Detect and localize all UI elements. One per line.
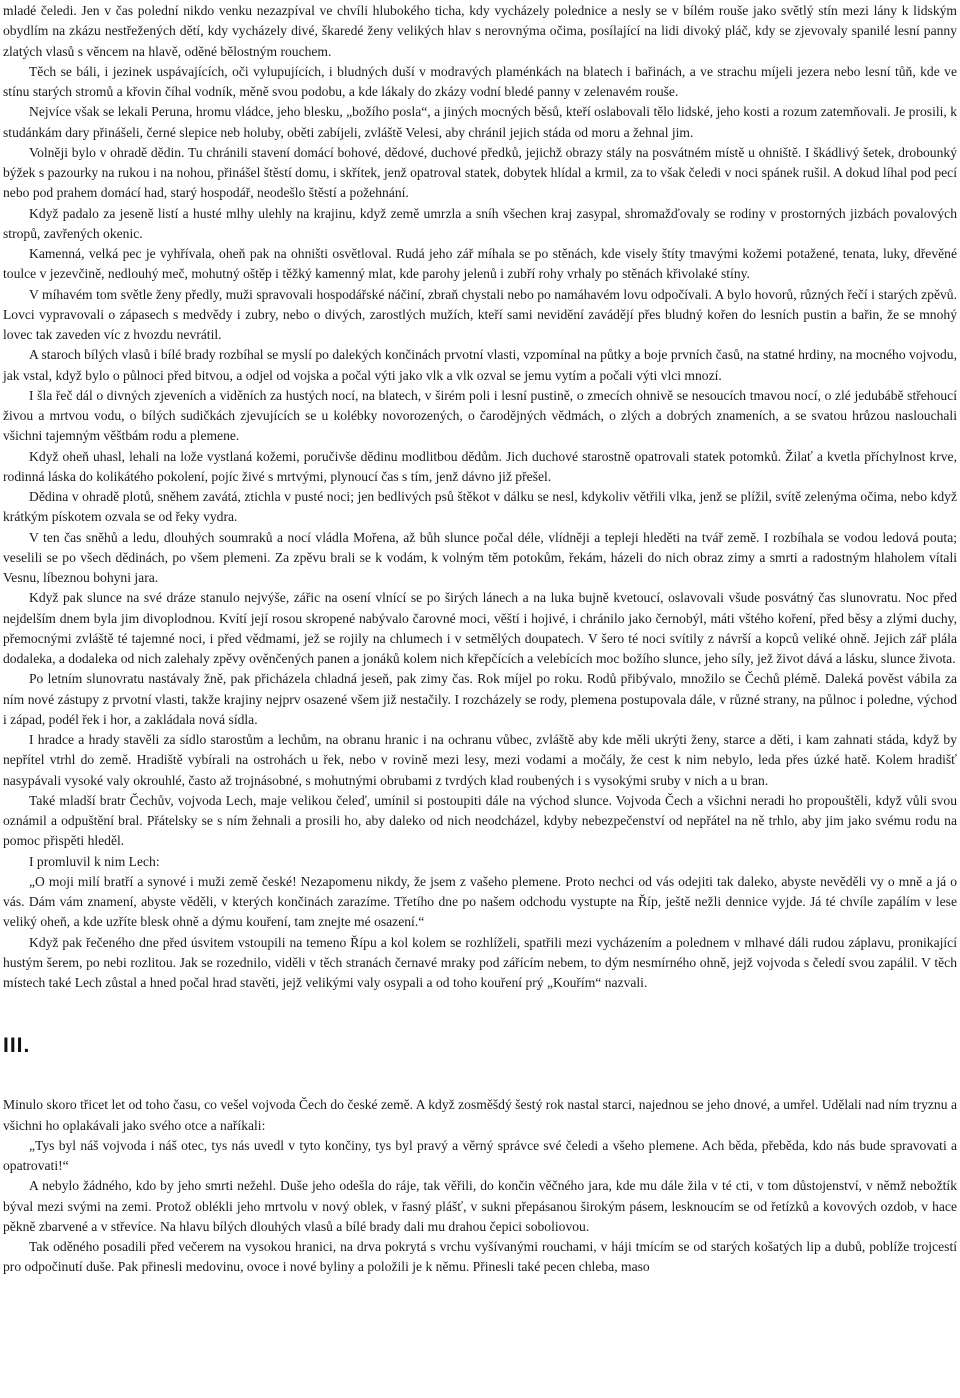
paragraph: I hradce a hrady stavěli za sídlo starostům a lechům, na obranu hranic i na ochranu vůbec, zvláště aby kde měli ukrýti ženy, starce a děti, i kam zahnati stáda, když by nepřítel vtrhl do země. Hradiště vybírali na ostrohách u řek, nebo v rovině mezi lesy, mezi vodami a močály, že cest k nim nebylo, leda přes úzké hatě. Kolem hradišť nasypávali vysoké valy okrouhlé, často až trojnásobné, s mohutnými obrubami z tvrdých klad roubených i s vysokými sruby v nich a u bran. xyxy=(3,732,957,788)
paragraph: I šla řeč dál o divných zjeveních a viděních za hustých nocí, na blatech, v širém poli i lesní pustině, o zmecích ohnivě se nesoucích tmavou nocí, o zlé jedubábě střehoucí živou a mrtvou vodu, o bílých sudičkách zjevujících se u kolébky novorozených, o čarodějných vědmách, o zlých a dobrých znameních, a se svatou hrůzou naslouchali všichni tajemným věštbám rodu a plemene. xyxy=(3,387,957,444)
paragraph: Volněji bylo v ohradě dědin. Tu chránili stavení domácí bohové, dědové, duchové předků, jejichž obrazy stály na posvátném místě u ohniště. I škádlivý šetek, drobounký býžek s pazourky na rukou i na nohou, přinášel štěstí domu, i skřítek, jenž opatroval statek, dobytek hlídal a krmil, za to však čeledi v noci spánek rušil. A dokud líhal pod pecí nebo pod prahem domácí had, starý hospodář, neodešlo štěstí a požehnání. xyxy=(3,144,957,201)
paragraph: Minulo skoro třicet let od toho času, co vešel vojvoda Čech do české země. A když zosměšdý šestý rok nastal starci, najednou se jeho dnové, a umřel. Udělali nad ním tryznu a všichni ho oplakávali jako svého otce a naříkali: xyxy=(3,1097,957,1133)
document-page xyxy=(3,1,957,1278)
quote-paragraph: „O moji milí bratří a synové i muži země české! Nezapomenu nikdy, že jsem z vašeho plemene. Proto nechci od vás odejiti tak daleko, abyste nevěděli vy o mně a já o vás. Dám vám znamení, abyste věděli, v kterých končinách zarazíme. Třetího dne po našem odchodu vystupte na Říp, ještě nežli dennice vyjde. Já té chvíle zapálím v lese veliký oheň, a kde uzříte blesk ohně a dýmu kouření, tam znejte mé osazení.“ xyxy=(3,873,957,930)
chapter-heading: III. xyxy=(3,1034,31,1058)
paragraph: Dědina v ohradě plotů, sněhem zavátá, ztichla v pusté noci; jen bedlivých psů štěkot v dálku se nesl, kdykoliv větřili vlka, jenž se plížil, svítě zelenýma očima, nebo když krátkým pískotem ozvala se od řeky vydra. xyxy=(3,489,957,525)
paragraph: Tak oděného posadili před večerem na vysokou hranici, na drva pokrytá s vrchu vyšívanými rouchami, v háji tmícím se od starých košatých lip a dubů, poblíže trojcestí pro odpočinutí duše. Pak přinesli medovinu, ovoce i nové byliny a položili je k němu. Přinesli také pecen chleba, maso xyxy=(3,1239,957,1275)
paragraph: Když pak slunce na své dráze stanulo nejvýše, zářic na osení vlnící se po širých lánech a na luka bujně kvetoucí, oslavovali všude posvátný čas slunovratu. Noc před nejdelším dnem byla jim divoplodnou. Kvítí její rosou skropené nabývalo čarovné moci, věští i hojivé, i chránilo jako černobýl, máti vštého koření, před běsy a zlými duchy, přemocnými zvláště té tajemné noci, i před vědmami, jež se rojily na chlumech i v setmělých doupatech. V šero té noci svítily z návrší a kopců veliké ohně. Jejich zář plála dodaleka, a dodaleka od nich zalehaly zpěvy ověnčených panen a jonáků kolem nich křepčících a velebících moc božího slunce, jeho síly, jež život dává a lásku, slunce života. xyxy=(3,590,957,666)
paragraph: Když pak řečeného dne před úsvitem vstoupili na temeno Řípu a kol kolem se rozhlíželi, spatřili mezi vycházením a polednem v mlhavé dáli rudou záplavu, pronikající hustým šerem, po nebi rozlitou. Jak se rozednilo, viděli v těch stranách černavé mraky pod zářícím nebem, to dým nesmírného ohně, jejž vojvoda s čeledí svou zapálil. V těch místech také Lech zůstal a hned počal hrad stavěti, jejž velikými valy osypali a od toho kouření prý „Kouřím“ nazvali. xyxy=(3,934,957,990)
paragraph: I promluvil k nim Lech: xyxy=(29,853,160,869)
paragraph: Těch se báli, i jezinek uspávajících, oči vylupujících, i bludných duší v modravých plaménkách na blatech i bařinách, a ve strachu míjeli jezera nebo lesní tůň, kde ve stínu starých stromů a křovin číhal vodník, měně svou podobu, a kde lákaly do zkázy vodní bledé panny v zelenavém rouše. xyxy=(3,63,957,99)
paragraph: Kamenná, velká pec je vyhřívala, oheň pak na ohništi osvětloval. Rudá jeho zář míhala se po stěnách, kde visely štíty tmavými kožemi potažené, tenata, luky, dřevěné toulce v jezevčině, nedlouhý meč, mohutný oštěp i těžký kamenný mlat, kde parohy jelenů i zubří rohy vrhaly po stěnách křivolaké stíny. xyxy=(3,246,957,282)
chapter-ii-text xyxy=(3,1,957,993)
paragraph: Po letním slunovratu nastávaly žně, pak přicházela chladná jeseň, pak zimy čas. Rok míjel po roku. Rodů přibývalo, množilo se Čechů plémě. Daleká pověst vábila za ním nové zástupy z prvotní vlasti, takže krajiny nejprv osazené všem již nestačily. I rozcházely se rody, plemena postupovala dále, v různé strany, na půlnoc i poledne, východ i západ, podél řek i hor, a zakládala nová sídla. xyxy=(3,671,957,727)
paragraph: Nejvíce však se lekali Peruna, hromu vládce, jeho blesku, „božího posla“, a jiných mocných běsů, kteří oslabovali tělo lidské, jeho kosti a rozum zatemňovali. Je prosili, k studánkám dary přinášeli, černé slepice neb holuby, oběti zabíjeli, zvláště Velesi, aby chránil jejich stáda od moru a žehnal jim. xyxy=(3,104,957,140)
paragraph: Když oheň uhasl, lehali na lože vystlaná kožemi, poručivše dědinu modlitbou dědům. Jich duchové starostně opatrovali statek potomků. Žilať a kvetla příchylnost krve, rodinná láska do kolikátého pokolení, pojíc živé s mrtvými, plynoucí čas s tím, jenž dávno již přešel. xyxy=(3,448,957,484)
paragraph: A staroch bílých vlasů i bílé brady rozbíhal se myslí po dalekých končinách prvotní vlasti, vzpomínal na půtky a boje prvních časů, na statné hrdiny, na mocného vojvodu, jak vstal, když bylo o půlnoci před bitvou, a odjel od vojska a počal výti jako vlk a vlk ozval se jemu vytím a počali výti vlci mnozí. xyxy=(3,347,957,383)
chapter-iii-text xyxy=(3,1095,957,1277)
paragraph: V ten čas sněhů a ledu, dlouhých soumraků a nocí vládla Mořena, až bůh slunce počal déle, vlídněji a tepleji hleděti na tvář země. I rozbíhala se vodou ledová pouta; veselili se po všech dědinách, po všem plemeni. Za zpěvu brali se k vodám, k volným těm potokům, řekám, házeli do nich obraz zimy a smrti a radostným hlaholem vítali Vesnu, líbeznou bohyni jara. xyxy=(3,529,957,585)
paragraph: mladé čeledi. Jen v čas polední nikdo venku nezazpíval ve chvíli hlubokého ticha, kdy vycházely polednice a nesly se v bílém rouše jako světlý stín mezi lány k lidským obydlím na zkázu nestřežených dětí, kdy vycházely divé, škaredé ženy velikých hlav s nerovnýma očima, posílající na lidi divoký pláč, kdy se zjevovaly spanilé lesní panny zlatých vlasů s věncem na hlavě, oděné bělostným rouchem. xyxy=(3,3,957,59)
paragraph: A nebylo žádného, kdo by jeho smrti nežehl. Duše jeho odešla do ráje, tak věřili, do končin věčného jara, kde mu dále žila v té cti, v tom důstojenství, v němž nebožtík býval mezi svými na zemi. Protož oblékli jeho mrtvolu v nový oblek, v řasný plášť, v sukni přepásanou širokým pásem, lesknoucím se od řetízků a kovových ozdob, v hace pěkně zbarvené a v střevíce. Na hlavu bílých dlouhých vlasů a bílé brady dali mu drahou čepici soboliovou. xyxy=(3,1178,957,1234)
quote-paragraph: „Tys byl náš vojvoda i náš otec, tys nás uvedl v tyto končiny, tys byl pravý a věrný správce své čeledi a všeho plemene. Ach běda, přeběda, kdo nás bude spravovati a opatrovati!“ xyxy=(3,1137,957,1173)
paragraph: Když padalo za jeseně listí a husté mlhy ulehly na krajinu, když země umrzla a sníh všechen kraj zasypal, shromažďovaly se rodiny v prostorných jizbách povalových stropů, zavřených okenic. xyxy=(3,205,957,241)
paragraph: V míhavém tom světle ženy předly, muži spravovali hospodářské náčiní, zbraň chystali nebo po namáhavém lovu odpočívali. A bylo hovorů, různých řečí i starých zpěvů. Lovci vypravovali o zápasech s medvědy i zubry, nebo o divých, zarostlých mužích, kteří sami nevidění zavádějí přes bludný kořen do lesních pustin a bařin, že se mnohý lovec tak zaveden víc z hvozdu nevrátil. xyxy=(3,286,957,342)
paragraph: Také mladší bratr Čechův, vojvoda Lech, maje velikou čeleď, umínil si postoupiti dále na východ slunce. Vojvoda Čech a všichni neradi ho propouštěli, když vůli svou oznámil a odpuštění bral. Přátelsky se s ním žehnali a prosili ho, aby daleko od nich neodcházel, kdyby nebezpečenství od nepřátel na ně trhlo, aby jim jako svému rodu na pomoc přispěti hleděl. xyxy=(3,792,957,849)
